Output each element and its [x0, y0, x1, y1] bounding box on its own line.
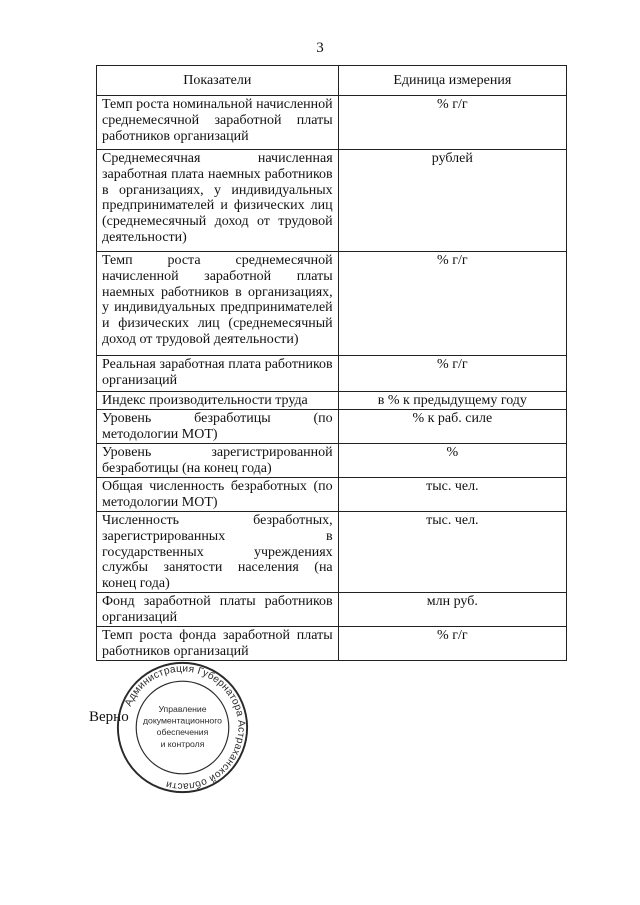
indicator-name: Индекс производительности труда [97, 392, 339, 410]
table-row [97, 444, 567, 478]
table-row [97, 410, 567, 444]
table-row [97, 252, 567, 356]
indicator-name: Среднемесячная начисленная заработная плата наемных работников в организациях, у индивидуальных предпринимателей и физических лиц (среднемесячный доход от трудовой деятельности) [97, 150, 339, 252]
indicator-unit: % г/г [338, 252, 566, 356]
indicator-unit: % к раб. силе [338, 410, 566, 444]
indicator-unit: % г/г [338, 356, 566, 392]
indicator-unit: тыс. чел. [338, 512, 566, 593]
indicator-name: Фонд заработной платы работников организаций [97, 592, 339, 626]
page-number: 3 [316, 40, 324, 56]
indicator-name: Численность безработных, зарегистрированных в государственных учреждениях службы занятости населения (на конец года) [97, 512, 339, 593]
table-row [97, 478, 567, 512]
indicator-name: Темп роста номинальной начисленной среднемесячной заработной платы работников организаций [97, 96, 339, 150]
indicator-name: Общая численность безработных (по методологии МОТ) [97, 478, 339, 512]
table-row [97, 512, 567, 593]
table-row [97, 592, 567, 626]
seal-outer-text: Администрация Губернатора Астраханской области [123, 663, 247, 792]
indicator-unit: в % к предыдущему году [338, 392, 566, 410]
header-unit: Единица измерения [338, 66, 566, 96]
indicator-unit: % г/г [338, 96, 566, 150]
indicators-table [96, 65, 567, 661]
indicator-name: Уровень безработицы (по методологии МОТ) [97, 410, 339, 444]
seal-inner-line-3: обеспечения [156, 727, 209, 738]
indicator-name: Реальная заработная плата работников организаций [97, 356, 339, 392]
indicator-name: Уровень зарегистрированной безработицы (на конец года) [97, 444, 339, 478]
indicator-name: Темп роста среднемесячной начисленной заработной платы наемных работников в организациях, у индивидуальных предпринимателей и физических лиц (среднемесячный доход от трудовой деятельности) [97, 252, 339, 356]
table-row [97, 150, 567, 252]
table-row [97, 356, 567, 392]
indicator-name: Темп роста фонда заработной платы работников организаций [97, 626, 339, 660]
indicator-unit: тыс. чел. [338, 478, 566, 512]
table-row [97, 392, 567, 410]
seal-inner-line-4: и контроля [160, 738, 205, 749]
indicator-unit: млн руб. [338, 592, 566, 626]
indicator-unit: % г/г [338, 626, 566, 660]
indicator-unit: рублей [338, 150, 566, 252]
verno-label: Верно [89, 709, 129, 725]
table-header-row [97, 66, 567, 96]
seal-inner-line-2: документационного [143, 715, 222, 726]
indicator-unit: % [338, 444, 566, 478]
official-seal-stamp [115, 660, 250, 795]
table-row [97, 96, 567, 150]
seal-inner-line-1: Управление [158, 704, 207, 715]
table-row [97, 626, 567, 660]
header-indicators: Показатели [97, 66, 339, 96]
